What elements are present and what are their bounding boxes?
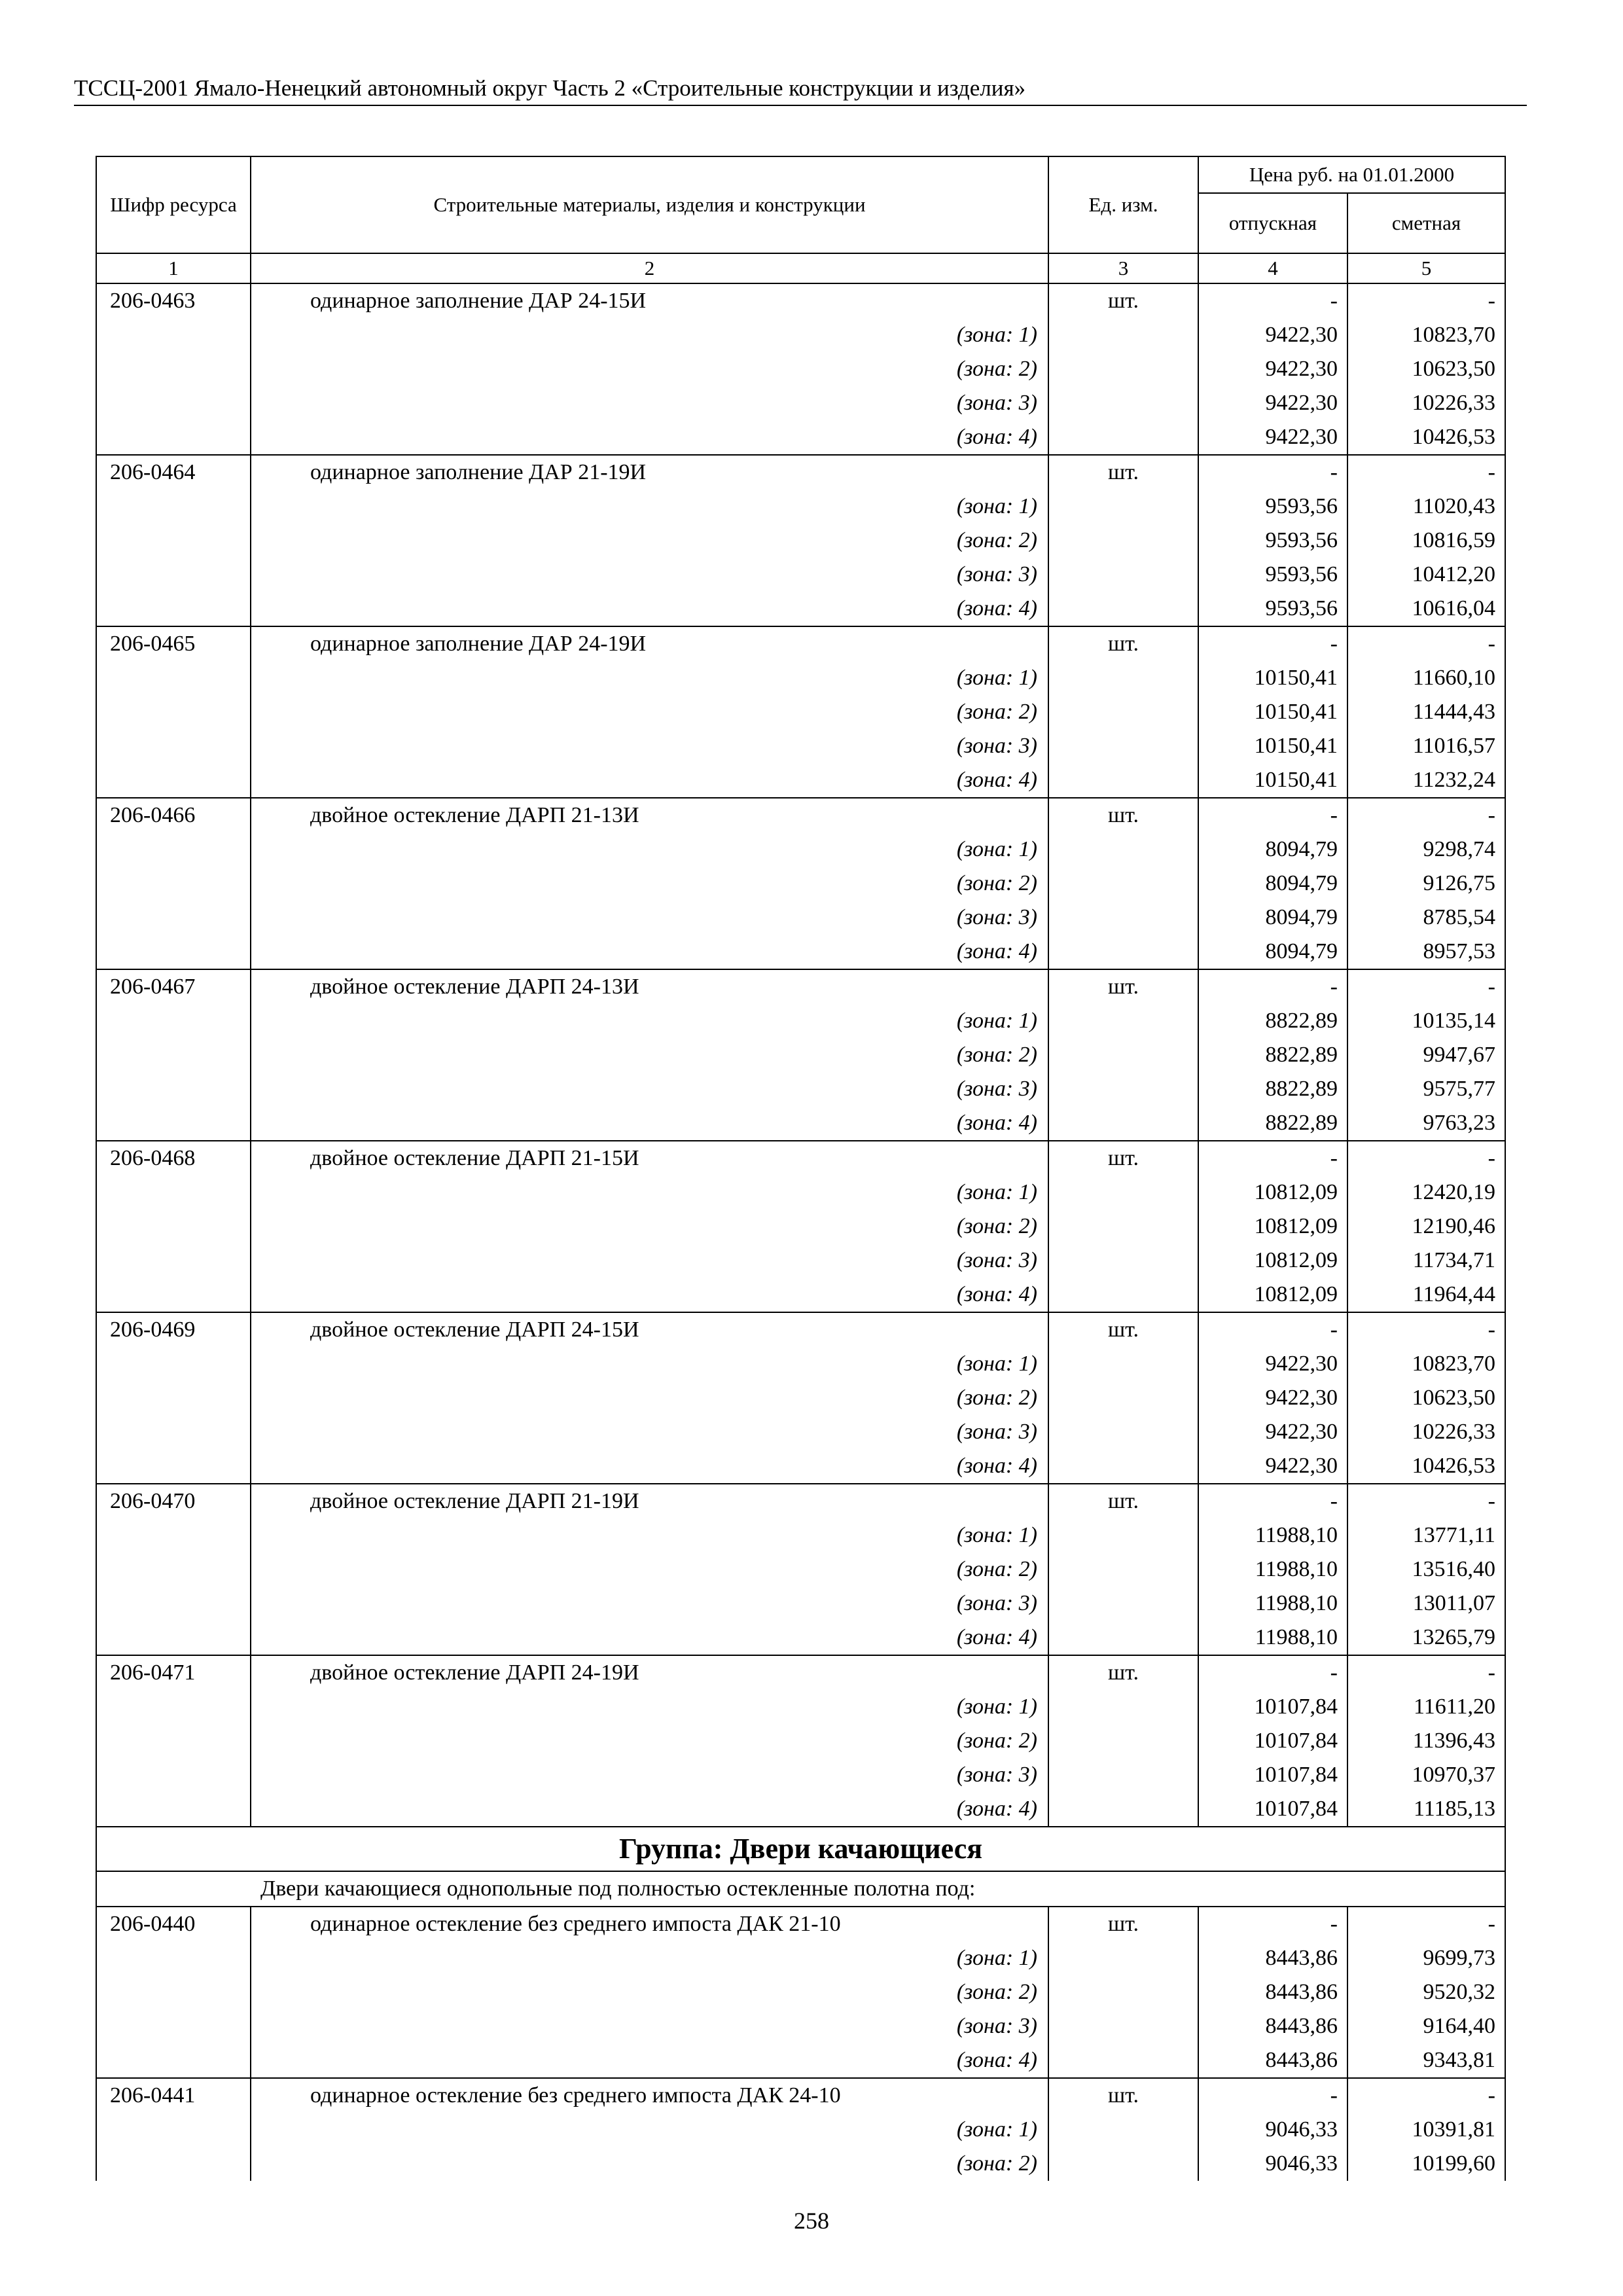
column-number: 4 [1198,253,1347,283]
zone-label: (зона: 4) [251,592,1048,626]
release-price: 9422,30 [1198,420,1347,455]
zone-label: (зона: 2) [251,1038,1048,1072]
release-price: 9422,30 [1198,386,1347,420]
zone-label: (зона: 2) [251,1210,1048,1244]
unit-cell: шт. [1048,626,1198,798]
zone-label: (зона: 2) [251,352,1048,386]
estimate-price: 11232,24 [1347,763,1505,798]
zone-row [96,386,1505,420]
unit-cell: шт. [1048,283,1198,455]
estimate-price: 11444,43 [1347,695,1505,729]
estimate-price: 9763,23 [1347,1106,1505,1141]
estimate-price: 8957,53 [1347,935,1505,969]
estimate-price: 9947,67 [1347,1038,1505,1072]
zone-label: (зона: 2) [251,1975,1048,2009]
item-name: одинарное заполнение ДАР 24-15И [251,283,1048,318]
zone-label: (зона: 4) [251,1106,1048,1141]
table-row [96,626,1505,661]
release-price: - [1198,1312,1347,1347]
estimate-price: 10135,14 [1347,1004,1505,1038]
release-price: 8822,89 [1198,1106,1347,1141]
release-price: - [1198,969,1347,1004]
zone-label: (зона: 3) [251,386,1048,420]
zone-label: (зона: 2) [251,867,1048,901]
estimate-price: 9520,32 [1347,1975,1505,2009]
release-price: 9422,30 [1198,352,1347,386]
release-price: 8094,79 [1198,867,1347,901]
table-row [96,798,1505,833]
estimate-price: 10970,37 [1347,1758,1505,1792]
item-name: одинарное остекление без среднего импоста ДАК 21-10 [251,1907,1048,1941]
release-price: 8822,89 [1198,1004,1347,1038]
unit-cell: шт. [1048,2078,1198,2181]
zone-row [96,1518,1505,1552]
release-price: 9046,33 [1198,2147,1347,2181]
zone-row [96,1347,1505,1381]
release-price: 8094,79 [1198,833,1347,867]
column-number-row [96,253,1505,283]
estimate-price: 10616,04 [1347,592,1505,626]
estimate-price: 13771,11 [1347,1518,1505,1552]
estimate-price: 11396,43 [1347,1724,1505,1758]
zone-label: (зона: 3) [251,1072,1048,1106]
estimate-price: - [1347,626,1505,661]
subgroup-title: Двери качающиеся однопольные под полностью остекленные полотна под: [96,1871,1505,1907]
estimate-price: 12190,46 [1347,1210,1505,1244]
zone-row [96,867,1505,901]
estimate-price: 9699,73 [1347,1941,1505,1975]
estimate-price: 10226,33 [1347,1415,1505,1449]
zone-label: (зона: 2) [251,2147,1048,2181]
group-row [96,1827,1505,1871]
estimate-price: 11734,71 [1347,1244,1505,1278]
table-row [96,2078,1505,2113]
release-price: 9593,56 [1198,592,1347,626]
zone-row [96,1792,1505,1827]
zone-label: (зона: 4) [251,420,1048,455]
zone-label: (зона: 1) [251,490,1048,524]
estimate-price: 13516,40 [1347,1552,1505,1587]
estimate-price: 10426,53 [1347,1449,1505,1484]
release-price: 10812,09 [1198,1210,1347,1244]
release-price: - [1198,1655,1347,1690]
zone-row [96,935,1505,969]
zone-row [96,1621,1505,1655]
zone-row [96,1038,1505,1072]
release-price: 9422,30 [1198,1347,1347,1381]
release-price: 10150,41 [1198,763,1347,798]
zone-row [96,1278,1505,1312]
estimate-price: 10426,53 [1347,420,1505,455]
zone-label: (зона: 1) [251,1347,1048,1381]
item-name: двойное остекление ДАРП 21-19И [251,1484,1048,1518]
zone-row [96,2147,1505,2181]
zone-row [96,1941,1505,1975]
page-header: ТССЦ-2001 Ямало-Ненецкий автономный округ Часть 2 «Строительные конструкции и изделия» [74,72,1527,106]
release-price: 11988,10 [1198,1587,1347,1621]
estimate-price: 10823,70 [1347,1347,1505,1381]
zone-label: (зона: 2) [251,1381,1048,1415]
release-price: 10107,84 [1198,1724,1347,1758]
zone-label: (зона: 4) [251,1792,1048,1827]
estimate-price: 13265,79 [1347,1621,1505,1655]
release-price: 9422,30 [1198,1381,1347,1415]
release-price: 10812,09 [1198,1175,1347,1210]
zone-label: (зона: 2) [251,1724,1048,1758]
release-price: 11988,10 [1198,1518,1347,1552]
resource-code: 206-0471 [96,1655,251,1827]
release-price: 9593,56 [1198,524,1347,558]
release-price: 9046,33 [1198,2113,1347,2147]
zone-row [96,524,1505,558]
table-row [96,455,1505,490]
release-price: 9422,30 [1198,1415,1347,1449]
resource-code: 206-0466 [96,798,251,969]
release-price: 10812,09 [1198,1278,1347,1312]
zone-label: (зона: 2) [251,524,1048,558]
unit-cell: шт. [1048,969,1198,1141]
table-body [96,283,1505,2181]
resource-code: 206-0465 [96,626,251,798]
estimate-price: 11660,10 [1347,661,1505,695]
release-price: - [1198,1141,1347,1175]
estimate-price: 10391,81 [1347,2113,1505,2147]
subgroup-row [96,1871,1505,1907]
zone-label: (зона: 2) [251,695,1048,729]
zone-label: (зона: 1) [251,318,1048,352]
zone-row [96,833,1505,867]
table-row [96,1655,1505,1690]
release-price: 10150,41 [1198,729,1347,763]
resource-code: 206-0468 [96,1141,251,1312]
release-price: 10107,84 [1198,1792,1347,1827]
unit-cell: шт. [1048,455,1198,626]
table-row [96,1141,1505,1175]
zone-label: (зона: 3) [251,558,1048,592]
unit-cell: шт. [1048,1312,1198,1484]
estimate-price: 11185,13 [1347,1792,1505,1827]
estimate-price: 9343,81 [1347,2043,1505,2078]
release-price: - [1198,1484,1347,1518]
header-code: Шифр ресурса [96,156,251,253]
table-row [96,1907,1505,1941]
table-header [96,156,1505,283]
estimate-price: - [1347,1907,1505,1941]
item-name: двойное остекление ДАРП 21-13И [251,798,1048,833]
zone-row [96,1175,1505,1210]
zone-label: (зона: 4) [251,935,1048,969]
zone-row [96,1552,1505,1587]
zone-row [96,490,1505,524]
zone-label: (зона: 2) [251,1552,1048,1587]
zone-row [96,729,1505,763]
column-number: 3 [1048,253,1198,283]
zone-label: (зона: 3) [251,1758,1048,1792]
zone-row [96,661,1505,695]
zone-row [96,1724,1505,1758]
estimate-price: 10226,33 [1347,386,1505,420]
zone-row [96,1072,1505,1106]
zone-row [96,1381,1505,1415]
release-price: 10107,84 [1198,1690,1347,1724]
zone-label: (зона: 3) [251,1587,1048,1621]
zone-label: (зона: 3) [251,901,1048,935]
zone-label: (зона: 1) [251,1690,1048,1724]
estimate-price: - [1347,2078,1505,2113]
zone-label: (зона: 4) [251,2043,1048,2078]
release-price: 8443,86 [1198,1941,1347,1975]
estimate-price: - [1347,798,1505,833]
header-name: Строительные материалы, изделия и конструкции [251,156,1048,253]
estimate-price: 9575,77 [1347,1072,1505,1106]
release-price: 10150,41 [1198,661,1347,695]
column-number: 5 [1347,253,1505,283]
item-name: двойное остекление ДАРП 21-15И [251,1141,1048,1175]
estimate-price: - [1347,455,1505,490]
unit-cell: шт. [1048,1907,1198,2078]
zone-row [96,1004,1505,1038]
estimate-price: - [1347,283,1505,318]
resource-code: 206-0470 [96,1484,251,1655]
estimate-price: 10623,50 [1347,352,1505,386]
header-unit: Ед. изм. [1048,156,1198,253]
release-price: 8094,79 [1198,901,1347,935]
release-price: 8094,79 [1198,935,1347,969]
estimate-price: 10816,59 [1347,524,1505,558]
zone-row [96,1758,1505,1792]
item-name: одинарное заполнение ДАР 24-19И [251,626,1048,661]
zone-row [96,901,1505,935]
release-price: 9422,30 [1198,1449,1347,1484]
release-price: 8443,86 [1198,2043,1347,2078]
estimate-price: - [1347,969,1505,1004]
zone-row [96,1106,1505,1141]
estimate-price: - [1347,1655,1505,1690]
zone-label: (зона: 3) [251,2009,1048,2043]
zone-row [96,1975,1505,2009]
zone-label: (зона: 4) [251,1621,1048,1655]
release-price: 8822,89 [1198,1072,1347,1106]
release-price: 8443,86 [1198,1975,1347,2009]
release-price: - [1198,2078,1347,2113]
estimate-price: - [1347,1141,1505,1175]
unit-cell: шт. [1048,1484,1198,1655]
table-row [96,969,1505,1004]
zone-label: (зона: 3) [251,729,1048,763]
release-price: 11988,10 [1198,1552,1347,1587]
zone-row [96,420,1505,455]
estimate-price: 11611,20 [1347,1690,1505,1724]
resource-code: 206-0463 [96,283,251,455]
estimate-price: 13011,07 [1347,1587,1505,1621]
zone-label: (зона: 1) [251,661,1048,695]
release-price: 11988,10 [1198,1621,1347,1655]
release-price: - [1198,455,1347,490]
zone-row [96,763,1505,798]
estimate-price: - [1347,1484,1505,1518]
zone-label: (зона: 3) [251,1244,1048,1278]
item-name: двойное остекление ДАРП 24-13И [251,969,1048,1004]
estimate-price: 9126,75 [1347,867,1505,901]
unit-cell: шт. [1048,1655,1198,1827]
release-price: 10812,09 [1198,1244,1347,1278]
group-title: Группа: Двери качающиеся [96,1827,1505,1871]
estimate-price: 9298,74 [1347,833,1505,867]
estimate-price: 10199,60 [1347,2147,1505,2181]
zone-row [96,1210,1505,1244]
release-price: - [1198,1907,1347,1941]
release-price: - [1198,283,1347,318]
item-name: одинарное остекление без среднего импоста ДАК 24-10 [251,2078,1048,2113]
release-price: 8443,86 [1198,2009,1347,2043]
zone-label: (зона: 4) [251,1278,1048,1312]
resource-code: 206-0440 [96,1907,251,2078]
zone-row [96,318,1505,352]
header-estimate: сметная [1347,193,1505,253]
zone-label: (зона: 4) [251,1449,1048,1484]
item-name: двойное остекление ДАРП 24-19И [251,1655,1048,1690]
zone-label: (зона: 1) [251,1518,1048,1552]
resource-code: 206-0464 [96,455,251,626]
page-number: 258 [794,2208,829,2234]
zone-row [96,2113,1505,2147]
estimate-price: 12420,19 [1347,1175,1505,1210]
header-release: отпускная [1198,193,1347,253]
zone-row [96,2043,1505,2078]
zone-label: (зона: 1) [251,1004,1048,1038]
zone-label: (зона: 1) [251,1941,1048,1975]
estimate-price: 11020,43 [1347,490,1505,524]
zone-row [96,1690,1505,1724]
estimate-price: 10412,20 [1347,558,1505,592]
zone-row [96,1244,1505,1278]
item-name: одинарное заполнение ДАР 21-19И [251,455,1048,490]
header-price-group: Цена руб. на 01.01.2000 [1198,156,1505,193]
zone-row [96,592,1505,626]
release-price: 9593,56 [1198,490,1347,524]
zone-row [96,1449,1505,1484]
zone-row [96,558,1505,592]
resource-code: 206-0441 [96,2078,251,2181]
estimate-price: 11964,44 [1347,1278,1505,1312]
table-row [96,1484,1505,1518]
column-number: 1 [96,253,251,283]
release-price: - [1198,626,1347,661]
price-table [96,156,1506,2181]
release-price: - [1198,798,1347,833]
release-price: 9593,56 [1198,558,1347,592]
column-number: 2 [251,253,1048,283]
zone-row [96,352,1505,386]
table-row [96,1312,1505,1347]
unit-cell: шт. [1048,1141,1198,1312]
item-name: двойное остекление ДАРП 24-15И [251,1312,1048,1347]
zone-label: (зона: 1) [251,2113,1048,2147]
zone-row [96,695,1505,729]
zone-row [96,1587,1505,1621]
resource-code: 206-0469 [96,1312,251,1484]
unit-cell: шт. [1048,798,1198,969]
estimate-price: - [1347,1312,1505,1347]
estimate-price: 10823,70 [1347,318,1505,352]
estimate-price: 11016,57 [1347,729,1505,763]
zone-label: (зона: 1) [251,1175,1048,1210]
release-price: 9422,30 [1198,318,1347,352]
resource-code: 206-0467 [96,969,251,1141]
release-price: 8822,89 [1198,1038,1347,1072]
table-row [96,283,1505,318]
zone-label: (зона: 4) [251,763,1048,798]
release-price: 10150,41 [1198,695,1347,729]
zone-label: (зона: 3) [251,1415,1048,1449]
release-price: 10107,84 [1198,1758,1347,1792]
estimate-price: 9164,40 [1347,2009,1505,2043]
zone-label: (зона: 1) [251,833,1048,867]
estimate-price: 8785,54 [1347,901,1505,935]
zone-row [96,1415,1505,1449]
estimate-price: 10623,50 [1347,1381,1505,1415]
zone-row [96,2009,1505,2043]
